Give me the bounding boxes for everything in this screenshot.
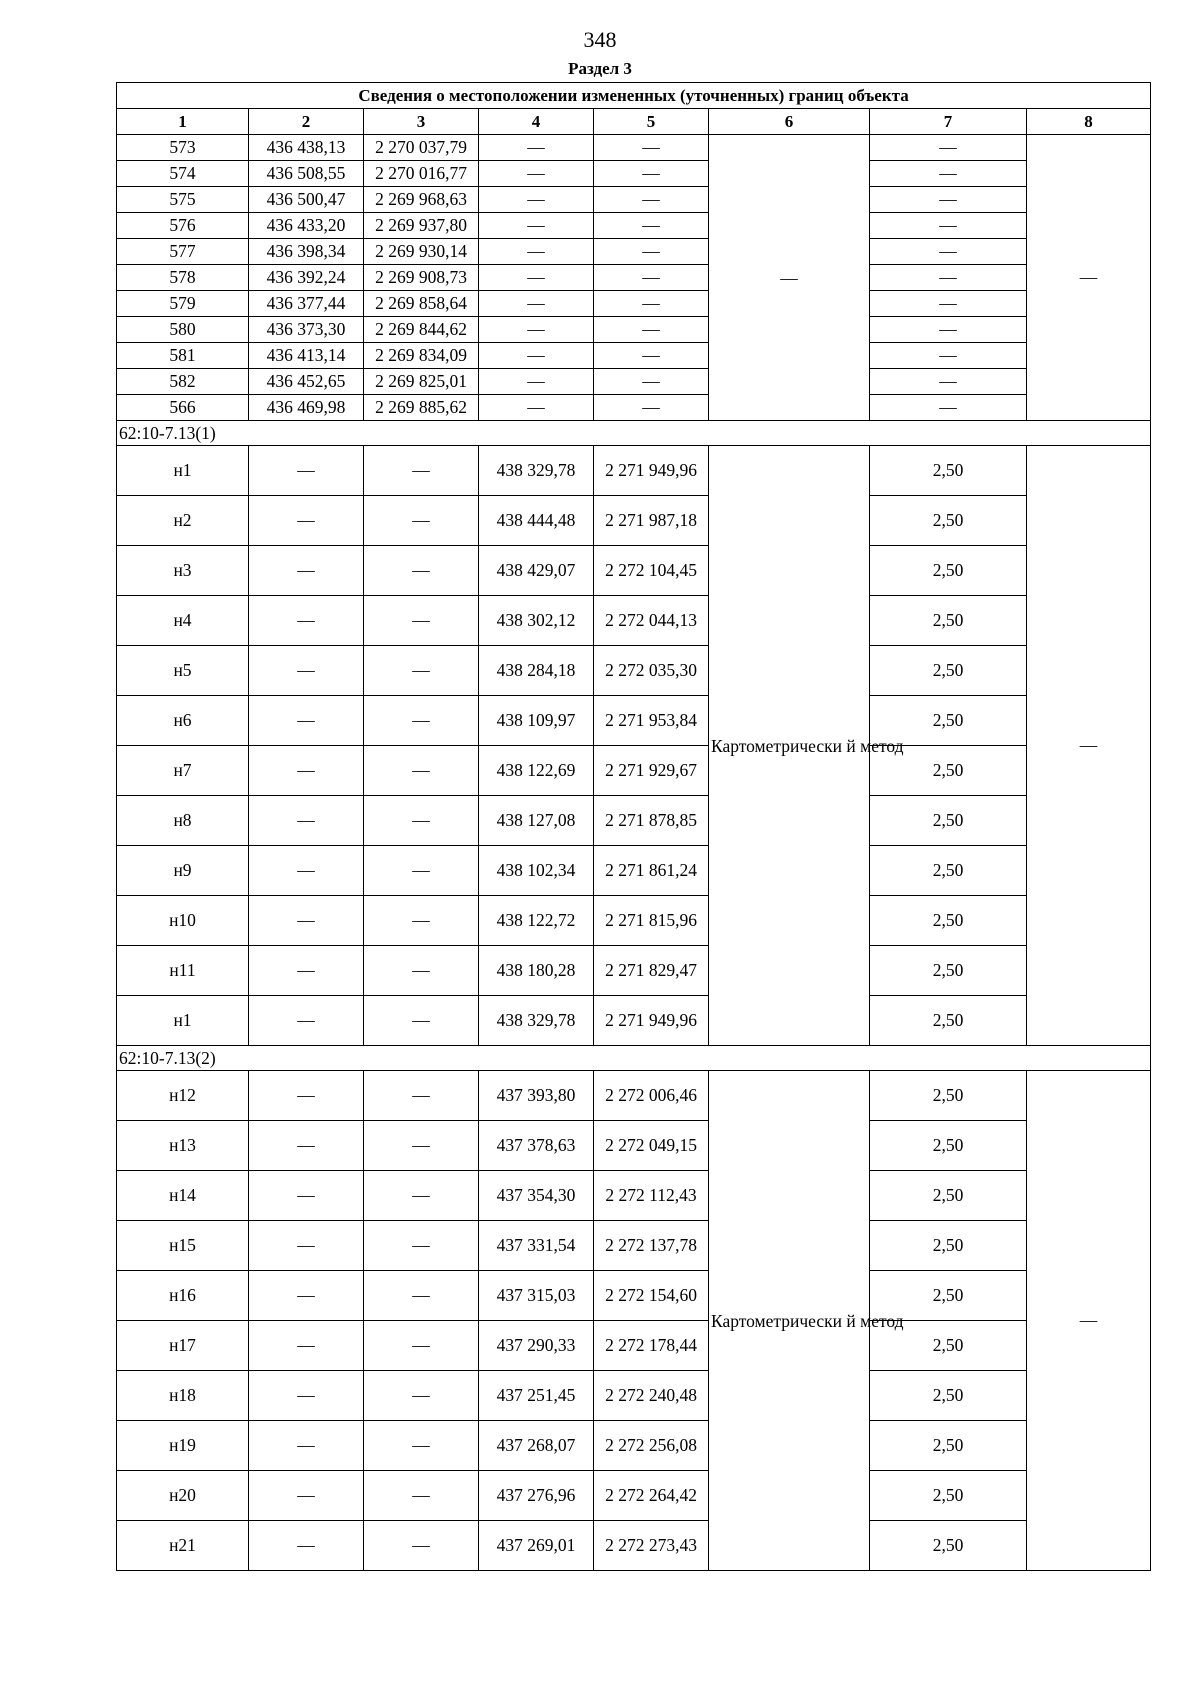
new-y: — xyxy=(594,291,709,317)
column-number: 6 xyxy=(709,109,870,135)
new-x: 438 127,08 xyxy=(479,796,594,846)
table-row xyxy=(117,1171,1151,1221)
existing-x: — xyxy=(249,996,364,1046)
existing-y: — xyxy=(364,1221,479,1271)
existing-y: — xyxy=(364,1371,479,1421)
point-number: 576 xyxy=(117,213,249,239)
new-y: 2 271 929,67 xyxy=(594,746,709,796)
existing-y: — xyxy=(364,446,479,496)
new-y: — xyxy=(594,343,709,369)
existing-y: — xyxy=(364,646,479,696)
existing-x: — xyxy=(249,1121,364,1171)
new-y: 2 272 273,43 xyxy=(594,1521,709,1571)
point-number: н9 xyxy=(117,846,249,896)
table-row xyxy=(117,1271,1151,1321)
existing-x: — xyxy=(249,796,364,846)
existing-y: — xyxy=(364,946,479,996)
existing-x: 436 438,13 xyxy=(249,135,364,161)
point-number: н7 xyxy=(117,746,249,796)
existing-y: — xyxy=(364,996,479,1046)
new-y: 2 271 829,47 xyxy=(594,946,709,996)
new-x: 438 284,18 xyxy=(479,646,594,696)
existing-x: — xyxy=(249,646,364,696)
new-y: — xyxy=(594,317,709,343)
accuracy: — xyxy=(870,213,1027,239)
table-row xyxy=(117,1121,1151,1171)
accuracy: — xyxy=(870,317,1027,343)
existing-y: — xyxy=(364,546,479,596)
column-number: 8 xyxy=(1027,109,1151,135)
accuracy: 2,50 xyxy=(870,646,1027,696)
existing-x: 436 377,44 xyxy=(249,291,364,317)
accuracy: 2,50 xyxy=(870,1071,1027,1121)
point-number: н12 xyxy=(117,1071,249,1121)
boundary-table xyxy=(116,82,1151,1571)
point-number: н6 xyxy=(117,696,249,746)
new-y: — xyxy=(594,395,709,421)
new-y: — xyxy=(594,369,709,395)
accuracy: — xyxy=(870,265,1027,291)
accuracy: 2,50 xyxy=(870,1121,1027,1171)
new-y: 2 271 949,96 xyxy=(594,996,709,1046)
new-x: 438 302,12 xyxy=(479,596,594,646)
table-row xyxy=(117,187,1151,213)
existing-x: — xyxy=(249,696,364,746)
table-row xyxy=(117,317,1151,343)
existing-x: — xyxy=(249,1421,364,1471)
existing-y: 2 269 885,62 xyxy=(364,395,479,421)
existing-y: — xyxy=(364,796,479,846)
new-y: 2 272 137,78 xyxy=(594,1221,709,1271)
table-row xyxy=(117,1521,1151,1571)
new-x: 438 180,28 xyxy=(479,946,594,996)
new-x: — xyxy=(479,239,594,265)
existing-x: 436 413,14 xyxy=(249,343,364,369)
new-x: 438 329,78 xyxy=(479,446,594,496)
existing-y: — xyxy=(364,1071,479,1121)
new-x: 437 331,54 xyxy=(479,1221,594,1271)
method-cell: Картометрически й метод xyxy=(709,446,870,1046)
table-row xyxy=(117,369,1151,395)
accuracy: — xyxy=(870,395,1027,421)
new-y: 2 272 104,45 xyxy=(594,546,709,596)
accuracy: 2,50 xyxy=(870,1221,1027,1271)
table-row xyxy=(117,646,1151,696)
point-number: 580 xyxy=(117,317,249,343)
existing-x: 436 469,98 xyxy=(249,395,364,421)
point-number: н15 xyxy=(117,1221,249,1271)
existing-y: 2 269 825,01 xyxy=(364,369,479,395)
point-number: н17 xyxy=(117,1321,249,1371)
table-row xyxy=(117,1321,1151,1371)
new-x: 438 122,72 xyxy=(479,896,594,946)
existing-x: — xyxy=(249,1471,364,1521)
existing-x: 436 500,47 xyxy=(249,187,364,213)
parcel-label: 62:10-7.13(1) xyxy=(117,421,1151,446)
parcel-label-row xyxy=(117,421,1151,446)
existing-y: — xyxy=(364,496,479,546)
point-number: н1 xyxy=(117,996,249,1046)
new-x: 437 354,30 xyxy=(479,1171,594,1221)
point-number: 581 xyxy=(117,343,249,369)
new-y: 2 272 035,30 xyxy=(594,646,709,696)
table-row xyxy=(117,746,1151,796)
new-y: — xyxy=(594,161,709,187)
table-row xyxy=(117,946,1151,996)
new-x: — xyxy=(479,213,594,239)
accuracy: — xyxy=(870,239,1027,265)
existing-x: 436 398,34 xyxy=(249,239,364,265)
new-x: 437 269,01 xyxy=(479,1521,594,1571)
new-x: — xyxy=(479,317,594,343)
existing-y: 2 269 844,62 xyxy=(364,317,479,343)
new-x: 437 276,96 xyxy=(479,1471,594,1521)
existing-y: — xyxy=(364,1121,479,1171)
accuracy: 2,50 xyxy=(870,1371,1027,1421)
existing-y: — xyxy=(364,1271,479,1321)
point-number: 579 xyxy=(117,291,249,317)
new-y: 2 272 112,43 xyxy=(594,1171,709,1221)
existing-x: 436 452,65 xyxy=(249,369,364,395)
accuracy: 2,50 xyxy=(870,896,1027,946)
existing-x: — xyxy=(249,1171,364,1221)
column-number: 7 xyxy=(870,109,1027,135)
existing-x: 436 508,55 xyxy=(249,161,364,187)
new-y: — xyxy=(594,187,709,213)
accuracy: 2,50 xyxy=(870,1471,1027,1521)
new-x: — xyxy=(479,369,594,395)
point-number: н21 xyxy=(117,1521,249,1571)
existing-y: — xyxy=(364,1321,479,1371)
accuracy: 2,50 xyxy=(870,496,1027,546)
table-row xyxy=(117,1471,1151,1521)
point-number: н18 xyxy=(117,1371,249,1421)
new-x: 437 378,63 xyxy=(479,1121,594,1171)
existing-y: 2 269 937,80 xyxy=(364,213,479,239)
table-row xyxy=(117,846,1151,896)
point-number: 578 xyxy=(117,265,249,291)
existing-y: — xyxy=(364,1521,479,1571)
existing-y: — xyxy=(364,1471,479,1521)
point-number: н11 xyxy=(117,946,249,996)
point-number: 574 xyxy=(117,161,249,187)
point-number: н13 xyxy=(117,1121,249,1171)
new-y: 2 272 006,46 xyxy=(594,1071,709,1121)
existing-y: 2 270 016,77 xyxy=(364,161,479,187)
existing-y: — xyxy=(364,596,479,646)
new-x: — xyxy=(479,161,594,187)
new-y: 2 271 815,96 xyxy=(594,896,709,946)
column-number-row xyxy=(117,109,1151,135)
existing-x: — xyxy=(249,1321,364,1371)
new-y: 2 272 240,48 xyxy=(594,1371,709,1421)
new-x: — xyxy=(479,187,594,213)
table-row xyxy=(117,546,1151,596)
new-x: 437 251,45 xyxy=(479,1371,594,1421)
accuracy: 2,50 xyxy=(870,596,1027,646)
table-row xyxy=(117,265,1151,291)
point-number: н2 xyxy=(117,496,249,546)
existing-y: 2 269 908,73 xyxy=(364,265,479,291)
table-row xyxy=(117,696,1151,746)
point-number: н5 xyxy=(117,646,249,696)
table-row xyxy=(117,1071,1151,1121)
accuracy: 2,50 xyxy=(870,1171,1027,1221)
column-number: 4 xyxy=(479,109,594,135)
table-row xyxy=(117,596,1151,646)
point-number: н4 xyxy=(117,596,249,646)
new-y: 2 272 044,13 xyxy=(594,596,709,646)
existing-y: 2 269 968,63 xyxy=(364,187,479,213)
existing-y: 2 269 834,09 xyxy=(364,343,479,369)
new-y: 2 271 878,85 xyxy=(594,796,709,846)
new-y: 2 271 953,84 xyxy=(594,696,709,746)
new-y: 2 272 049,15 xyxy=(594,1121,709,1171)
table-row xyxy=(117,1371,1151,1421)
description-cell: — xyxy=(1027,135,1151,421)
new-y: — xyxy=(594,239,709,265)
existing-x: 436 373,30 xyxy=(249,317,364,343)
point-number: 573 xyxy=(117,135,249,161)
point-number: 566 xyxy=(117,395,249,421)
existing-x: — xyxy=(249,1271,364,1321)
new-x: 438 429,07 xyxy=(479,546,594,596)
existing-x: — xyxy=(249,1371,364,1421)
existing-y: 2 270 037,79 xyxy=(364,135,479,161)
new-x: 438 109,97 xyxy=(479,696,594,746)
existing-y: — xyxy=(364,746,479,796)
existing-x: — xyxy=(249,746,364,796)
new-y: 2 272 178,44 xyxy=(594,1321,709,1371)
column-number: 1 xyxy=(117,109,249,135)
table-row xyxy=(117,796,1151,846)
point-number: н20 xyxy=(117,1471,249,1521)
existing-x: 436 392,24 xyxy=(249,265,364,291)
accuracy: — xyxy=(870,187,1027,213)
section-title: Раздел 3 xyxy=(568,59,632,78)
existing-y: — xyxy=(364,896,479,946)
new-y: — xyxy=(594,213,709,239)
point-number: н14 xyxy=(117,1171,249,1221)
column-number: 5 xyxy=(594,109,709,135)
accuracy: 2,50 xyxy=(870,446,1027,496)
point-number: 577 xyxy=(117,239,249,265)
existing-x: — xyxy=(249,946,364,996)
table-row xyxy=(117,1421,1151,1471)
new-x: — xyxy=(479,395,594,421)
new-y: 2 271 987,18 xyxy=(594,496,709,546)
table-row xyxy=(117,161,1151,187)
accuracy: — xyxy=(870,291,1027,317)
table-row xyxy=(117,996,1151,1046)
existing-y: 2 269 858,64 xyxy=(364,291,479,317)
new-x: 438 102,34 xyxy=(479,846,594,896)
table-row xyxy=(117,213,1151,239)
table-row xyxy=(117,239,1151,265)
existing-x: — xyxy=(249,1071,364,1121)
table-row xyxy=(117,291,1151,317)
accuracy: 2,50 xyxy=(870,1271,1027,1321)
table-row xyxy=(117,343,1151,369)
parcel-label: 62:10-7.13(2) xyxy=(117,1046,1151,1071)
description-cell: — xyxy=(1027,446,1151,1046)
accuracy: 2,50 xyxy=(870,696,1027,746)
accuracy: — xyxy=(870,343,1027,369)
existing-x: — xyxy=(249,896,364,946)
existing-x: — xyxy=(249,496,364,546)
table-row xyxy=(117,1221,1151,1271)
accuracy: 2,50 xyxy=(870,1321,1027,1371)
method-cell: Картометрически й метод xyxy=(709,1071,870,1571)
existing-x: — xyxy=(249,846,364,896)
new-x: 437 315,03 xyxy=(479,1271,594,1321)
new-x: 438 444,48 xyxy=(479,496,594,546)
accuracy: 2,50 xyxy=(870,746,1027,796)
accuracy: 2,50 xyxy=(870,996,1027,1046)
accuracy: — xyxy=(870,161,1027,187)
point-number: н8 xyxy=(117,796,249,846)
new-y: — xyxy=(594,135,709,161)
point-number: н19 xyxy=(117,1421,249,1471)
new-y: 2 272 256,08 xyxy=(594,1421,709,1471)
accuracy: 2,50 xyxy=(870,1421,1027,1471)
new-x: — xyxy=(479,135,594,161)
new-y: 2 271 949,96 xyxy=(594,446,709,496)
point-number: 582 xyxy=(117,369,249,395)
new-x: 437 393,80 xyxy=(479,1071,594,1121)
table-row xyxy=(117,896,1151,946)
accuracy: 2,50 xyxy=(870,546,1027,596)
existing-x: — xyxy=(249,446,364,496)
parcel-label-row xyxy=(117,1046,1151,1071)
description-cell: — xyxy=(1027,1071,1151,1571)
new-x: 437 290,33 xyxy=(479,1321,594,1371)
table-title: Сведения о местоположении измененных (уточненных) границ объекта xyxy=(117,83,1151,109)
accuracy: — xyxy=(870,135,1027,161)
accuracy: — xyxy=(870,369,1027,395)
existing-y: 2 269 930,14 xyxy=(364,239,479,265)
column-number: 2 xyxy=(249,109,364,135)
existing-x: 436 433,20 xyxy=(249,213,364,239)
new-x: — xyxy=(479,343,594,369)
new-y: 2 271 861,24 xyxy=(594,846,709,896)
existing-x: — xyxy=(249,1221,364,1271)
existing-y: — xyxy=(364,1421,479,1471)
accuracy: 2,50 xyxy=(870,946,1027,996)
new-x: 438 122,69 xyxy=(479,746,594,796)
point-number: н16 xyxy=(117,1271,249,1321)
point-number: н1 xyxy=(117,446,249,496)
accuracy: 2,50 xyxy=(870,846,1027,896)
table-row xyxy=(117,135,1151,161)
accuracy: 2,50 xyxy=(870,1521,1027,1571)
page-number: 348 xyxy=(583,27,617,52)
new-y: 2 272 154,60 xyxy=(594,1271,709,1321)
new-x: 437 268,07 xyxy=(479,1421,594,1471)
existing-y: — xyxy=(364,696,479,746)
existing-x: — xyxy=(249,546,364,596)
table-row xyxy=(117,496,1151,546)
new-x: — xyxy=(479,265,594,291)
new-y: 2 272 264,42 xyxy=(594,1471,709,1521)
method-cell: — xyxy=(709,135,870,421)
accuracy: 2,50 xyxy=(870,796,1027,846)
point-number: 575 xyxy=(117,187,249,213)
table-row xyxy=(117,446,1151,496)
point-number: н3 xyxy=(117,546,249,596)
existing-x: — xyxy=(249,596,364,646)
new-x: — xyxy=(479,291,594,317)
point-number: н10 xyxy=(117,896,249,946)
new-y: — xyxy=(594,265,709,291)
existing-x: — xyxy=(249,1521,364,1571)
column-number: 3 xyxy=(364,109,479,135)
new-x: 438 329,78 xyxy=(479,996,594,1046)
existing-y: — xyxy=(364,846,479,896)
table-row xyxy=(117,395,1151,421)
existing-y: — xyxy=(364,1171,479,1221)
